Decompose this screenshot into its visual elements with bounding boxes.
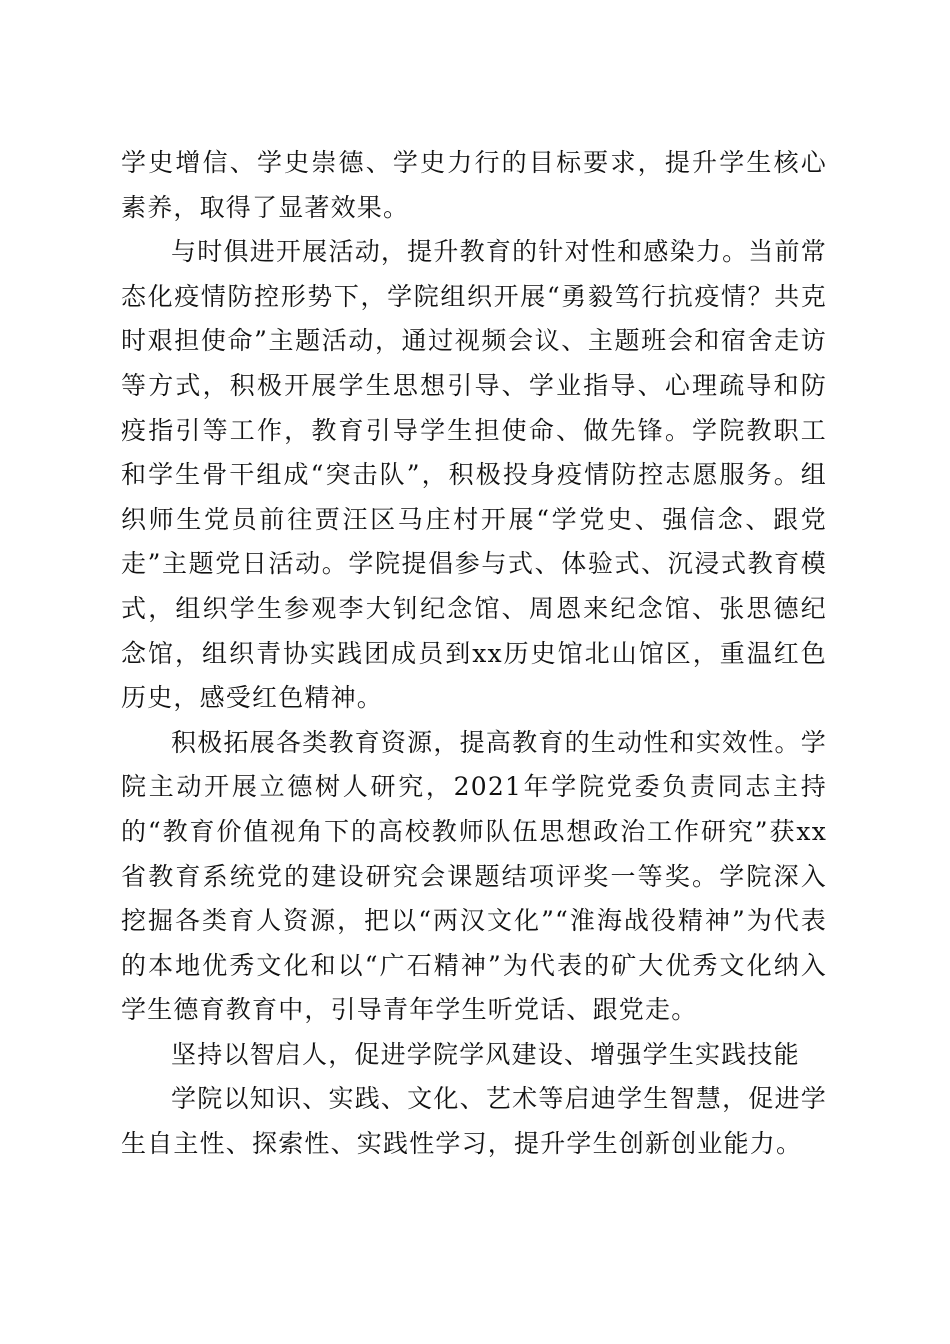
paragraph-activities: 与时俱进开展活动，提升教育的针对性和感染力。当前常态化疫情防控形势下，学院组织开展“勇毅笃行抗疫情？共克时艰担使命”主题活动，通过视频会议、主题班会和宿舍走访等方式，积极开展学生思想引导、学业指导、心理疏导和防疫指引等工作，教育引导学生担使命、做先锋。学院教职工和学生骨干组成“突击队”，积极投身疫情防控志愿服务。组织师生党员前往贾汪区马庄村开展“学党史、强信念、跟党走”主题党日活动。学院提倡参与式、体验式、沉浸式教育模式，组织学生参观李大钊纪念馆、周恩来纪念馆、张思德纪念馆，组织青协实践团成员到xx历史馆北山馆区，重温红色历史，感受红色精神。 xyxy=(121,237,827,713)
paragraph-wisdom: 学院以知识、实践、文化、艺术等启迪学生智慧，促进学生自主性、探索性、实践性学习，提升学生创新创业能力。 xyxy=(121,1084,827,1159)
paragraph-continuation: 学史增信、学史崇德、学史力行的目标要求，提升学生核心素养，取得了显著效果。 xyxy=(121,148,827,222)
section-heading: 坚持以智启人，促进学院学风建设、增强学生实践技能 xyxy=(171,1039,800,1069)
paragraph-resources: 积极拓展各类教育资源，提高教育的生动性和实效性。学院主动开展立德树人研究，2021年学院党委负责同志主持的“教育价值视角下的高校教师队伍思想政治工作研究”获xx省教育系统党的建设研究会课题结项评奖一等奖。学院深入挖掘各类育人资源，把以“两汉文化”“淮海战役精神”为代表的本地优秀文化和以“广石精神”为代表的矿大优秀文化纳入学生德育教育中，引导青年学生听党话、跟党走。 xyxy=(121,727,827,1025)
document-body xyxy=(121,141,827,1167)
